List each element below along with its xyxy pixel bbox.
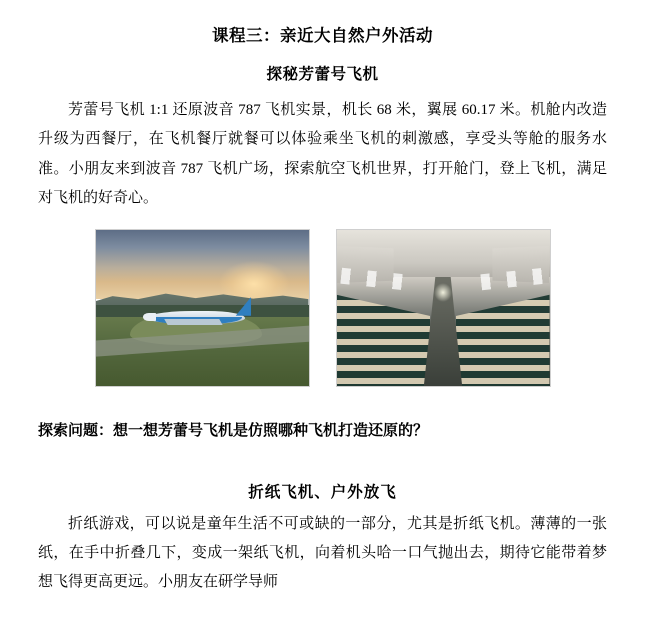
exploration-question: 探索问题：想一想芳蕾号飞机是仿照哪种飞机打造还原的？ xyxy=(38,423,429,439)
airplane-cabin-photo xyxy=(336,229,551,387)
airplane-exterior-photo xyxy=(95,229,310,387)
section-paragraph-paper-plane: 折纸游戏，可以说是童年生活不可或缺的一部分，尤其是折纸飞机。薄薄的一张纸，在手中折叠几下，变成一架纸飞机，向着机头哈一口气抛出去，期待它能带着梦想飞得更高更远。小朋友在研学导师 xyxy=(38,515,607,590)
page-title: 课程三：亲近大自然户外活动 xyxy=(212,26,433,45)
airplane-nose xyxy=(143,313,156,322)
airplane-wing xyxy=(164,319,223,325)
section-paragraph-airplane: 芳蕾号飞机 1:1 还原波音 787 飞机实景，机长 68 米，翼展 60.17 米。机舱内改造升级为西餐厅，在飞机餐厅就餐可以体验乘坐飞机的刺激感，享受头等舱的服务水准。小朋友来到波音 787 飞机广场，探索航空飞机世界，打开舱门，登上飞机，满足对飞机的好奇心。 xyxy=(38,102,607,206)
section-heading-airplane: 探秘芳蕾号飞机 xyxy=(266,65,379,83)
section-heading-paper-plane: 折纸飞机、户外放飞 xyxy=(248,483,397,501)
image-gallery xyxy=(38,229,607,387)
cabin-light xyxy=(434,283,451,302)
